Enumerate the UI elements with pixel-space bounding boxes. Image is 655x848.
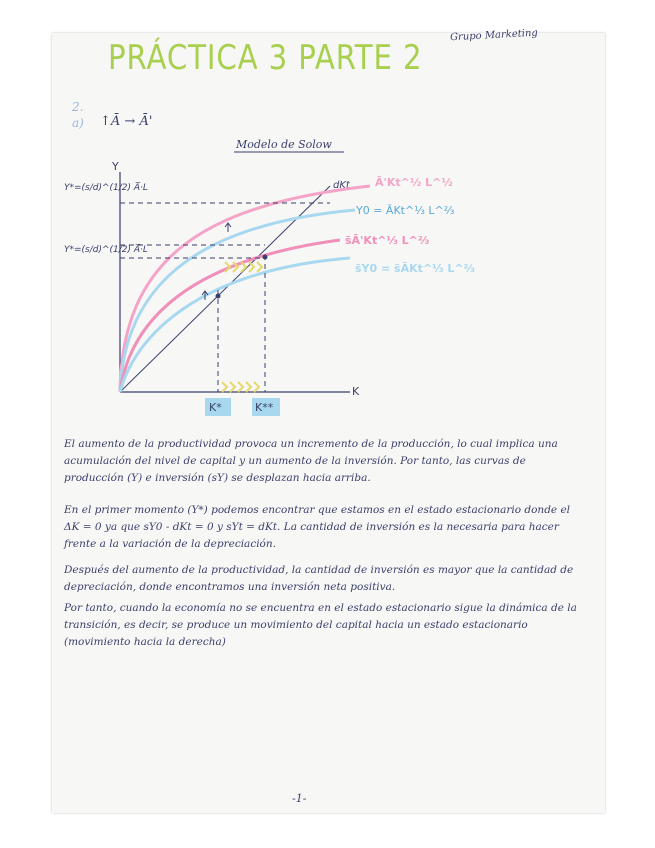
exercise-question: ↑Ā → Ā' [100, 114, 153, 129]
y0-curve [120, 210, 355, 392]
investment-low-label: s̄Y0 = s̄ĀKt^⅓ L^⅔ [355, 262, 475, 275]
page-number: -1- [292, 792, 307, 805]
paragraph-4: Por tanto, cuando la economía no se encuentra en el estado estacionario sigue la dinámica de la transición, es decir, se produce un movimiento del capital hacia un estado estacionario (movimiento hacia la derecha) [64, 602, 577, 648]
k-starstar-label: K** [255, 401, 274, 414]
up-arrow-icon [225, 223, 231, 232]
line-label: dKt [333, 180, 350, 191]
top-curve-label: Ā'Kt^½ L^½ [375, 176, 453, 189]
exercise-letter: a) [72, 116, 84, 130]
steady-state-point-1 [216, 294, 221, 299]
y-value-high: Y*=(s/d)^(1/2) A̅·L [64, 183, 148, 193]
k-star-label: K* [209, 401, 222, 414]
investment-high-label: s̄Ā'Kt^⅓ L^⅔ [345, 234, 430, 247]
group-name: Grupo Marketing [449, 27, 539, 44]
paragraph-3: Después del aumento de la productividad, la cantidad de inversión es mayor que la cantidad de depreciación, donde encontramos una inversión neta positiva. [64, 564, 574, 593]
paragraph-2: En el primer momento (Y*) podemos encontrar que estamos en el estado estacionario donde el ΔK = 0 ya que sY0 - dKt = 0 y sYt = dKt. La cantidad de inversión es la necesaria para hacer frente a la variación de la depreciación. [64, 504, 571, 550]
investment-low-curve [120, 258, 350, 392]
exercise-number: 2. [72, 100, 84, 114]
y-value-low: Y*=(s/d)^(1/2) A̅·L [64, 245, 148, 255]
x-axis-label: K [352, 385, 360, 398]
chevron-arrows-curve [225, 262, 262, 272]
page-title: PRÁCTICA 3 PARTE 2 [108, 38, 423, 78]
y0-curve-label: Y0 = ĀKt^⅓ L^⅔ [356, 204, 455, 217]
y-axis-label: Y [112, 160, 119, 173]
paragraph-1: El aumento de la productividad provoca un incremento de la producción, lo cual implica una acumulación del nivel de capital y un aumento de la inversión. Por tanto, las curvas de producción (Y) e inversión (sY) se desplazan hacia arriba. [64, 438, 558, 484]
diagram-title: Modelo de Solow [236, 138, 332, 151]
steady-state-point-2 [263, 255, 268, 260]
chevron-arrows-axis [222, 382, 259, 392]
